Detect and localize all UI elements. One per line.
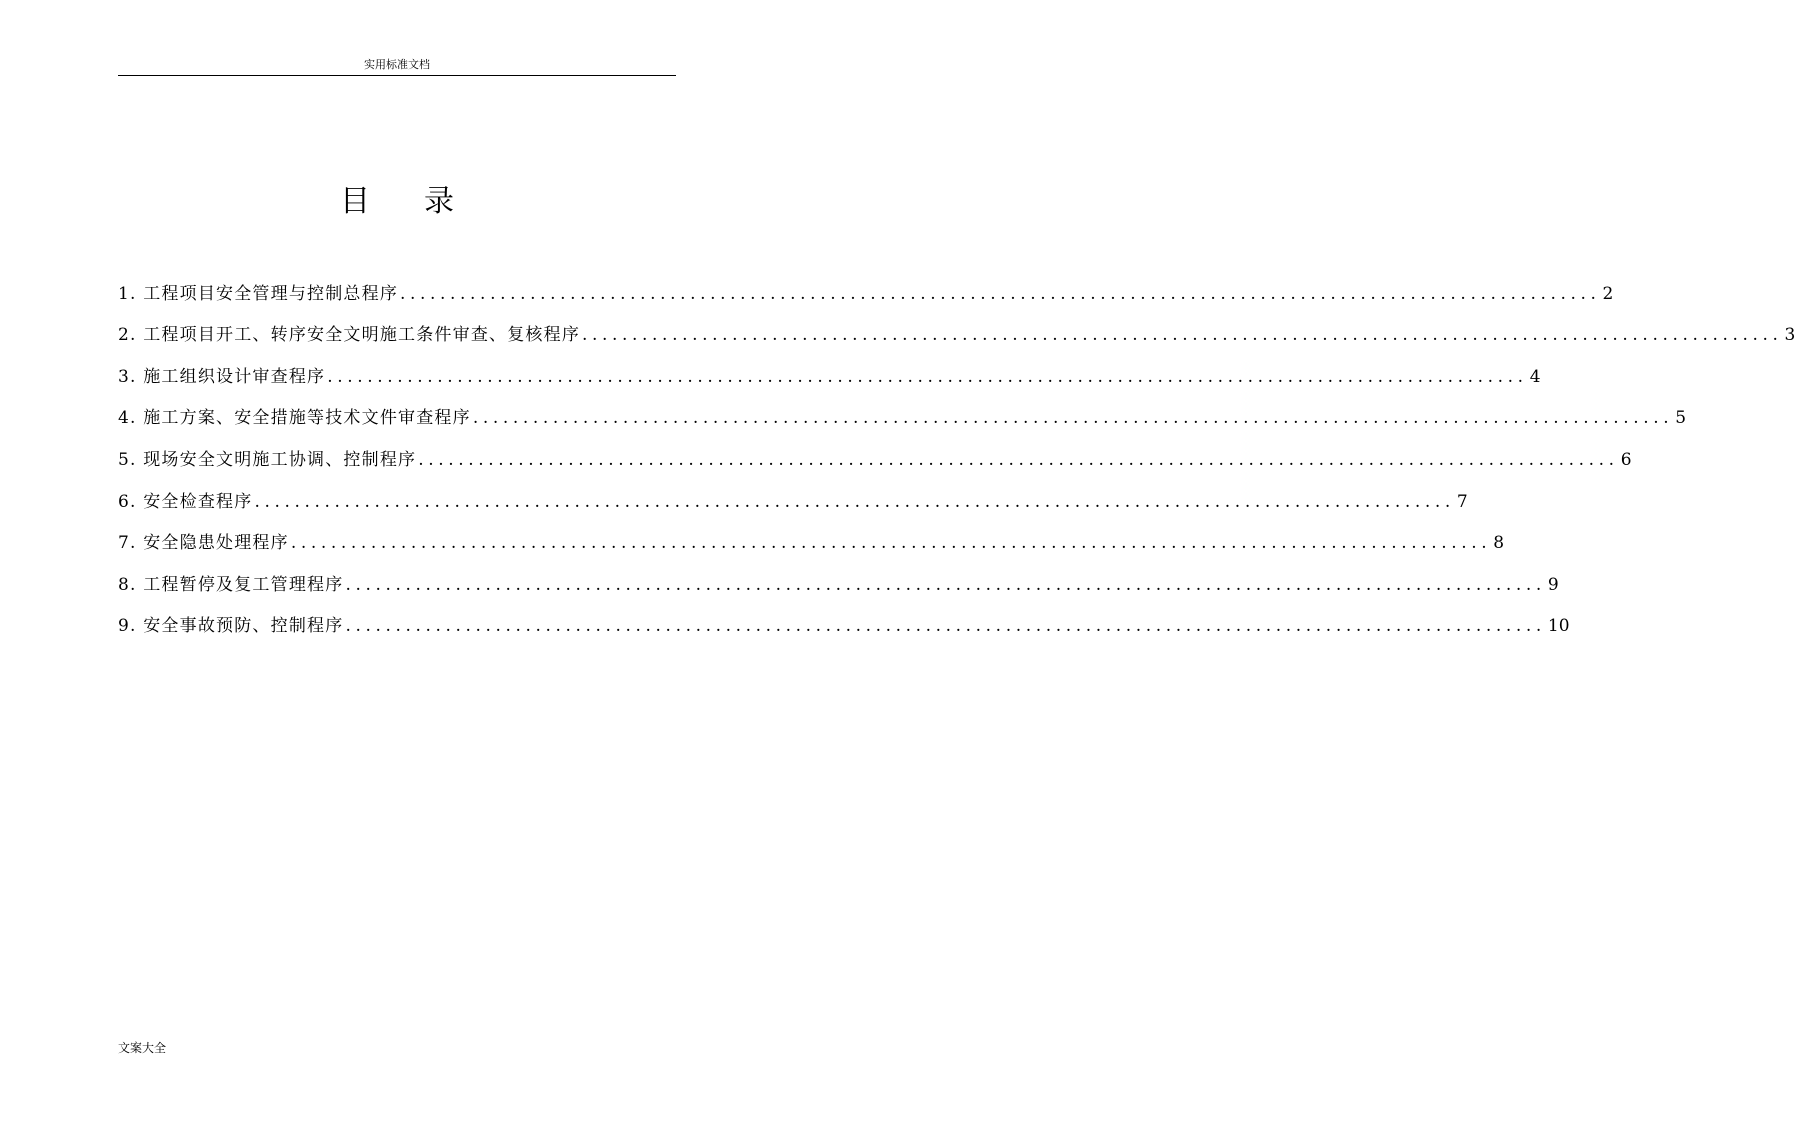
- dot-leader: ........................................................................................................................: [400, 283, 1601, 304]
- page-header: 实用标准文档: [118, 58, 676, 76]
- toc-entry-1[interactable]: [118, 268, 1614, 310]
- toc-entry-3[interactable]: [118, 351, 1541, 393]
- table-of-contents: [118, 268, 1795, 642]
- toc-entry-title: 4. 施工方案、安全措施等技术文件审查程序: [118, 408, 471, 429]
- toc-entry-8[interactable]: [118, 559, 1559, 601]
- toc-page-number: 4: [1529, 366, 1541, 387]
- toc-page-number: 10: [1547, 616, 1570, 637]
- toc-entry-title: 7. 安全隐患处理程序: [118, 533, 289, 554]
- toc-page-number: 6: [1620, 449, 1632, 470]
- toc-page-number: 7: [1456, 491, 1468, 512]
- toc-entry-title: 1. 工程项目安全管理与控制总程序: [118, 283, 399, 304]
- toc-entry-6[interactable]: [118, 476, 1468, 518]
- toc-entry-title: 5. 现场安全文明施工协调、控制程序: [118, 449, 417, 470]
- toc-entry-title: 2. 工程项目开工、转序安全文明施工条件审查、复核程序: [118, 325, 581, 346]
- toc-entry-title: 9. 安全事故预防、控制程序: [118, 616, 344, 637]
- dot-leader: ........................................................................................................................: [582, 325, 1783, 346]
- toc-entry-title: 8. 工程暂停及复工管理程序: [118, 574, 344, 595]
- toc-page-number: 8: [1493, 533, 1505, 554]
- dot-leader: ........................................................................................................................: [254, 491, 1455, 512]
- toc-entry-title: 3. 施工组织设计审查程序: [118, 366, 326, 387]
- page-footer: 文案大全: [118, 1041, 167, 1055]
- toc-page-number: 3: [1784, 325, 1795, 346]
- dot-leader: ........................................................................................................................: [418, 449, 1619, 470]
- dot-leader: ........................................................................................................................: [327, 366, 1528, 387]
- toc-entry-7[interactable]: [118, 518, 1505, 560]
- dot-leader: ........................................................................................................................: [472, 408, 1674, 429]
- toc-entry-9[interactable]: [118, 601, 1570, 643]
- toc-title-right-char: 录: [424, 184, 454, 219]
- toc-page-number: 5: [1675, 408, 1687, 429]
- toc-entry-2[interactable]: [118, 310, 1795, 352]
- toc-page-number: 9: [1547, 574, 1559, 595]
- toc-title-left-char: 目: [340, 184, 370, 219]
- toc-title: [0, 182, 794, 222]
- dot-leader: ........................................................................................................................: [345, 616, 1546, 637]
- toc-entry-4[interactable]: [118, 393, 1687, 435]
- toc-entry-5[interactable]: [118, 434, 1632, 476]
- dot-leader: ........................................................................................................................: [290, 533, 1492, 554]
- toc-page-number: 2: [1602, 283, 1614, 304]
- toc-entry-title: 6. 安全检查程序: [118, 491, 253, 512]
- dot-leader: ........................................................................................................................: [345, 574, 1546, 595]
